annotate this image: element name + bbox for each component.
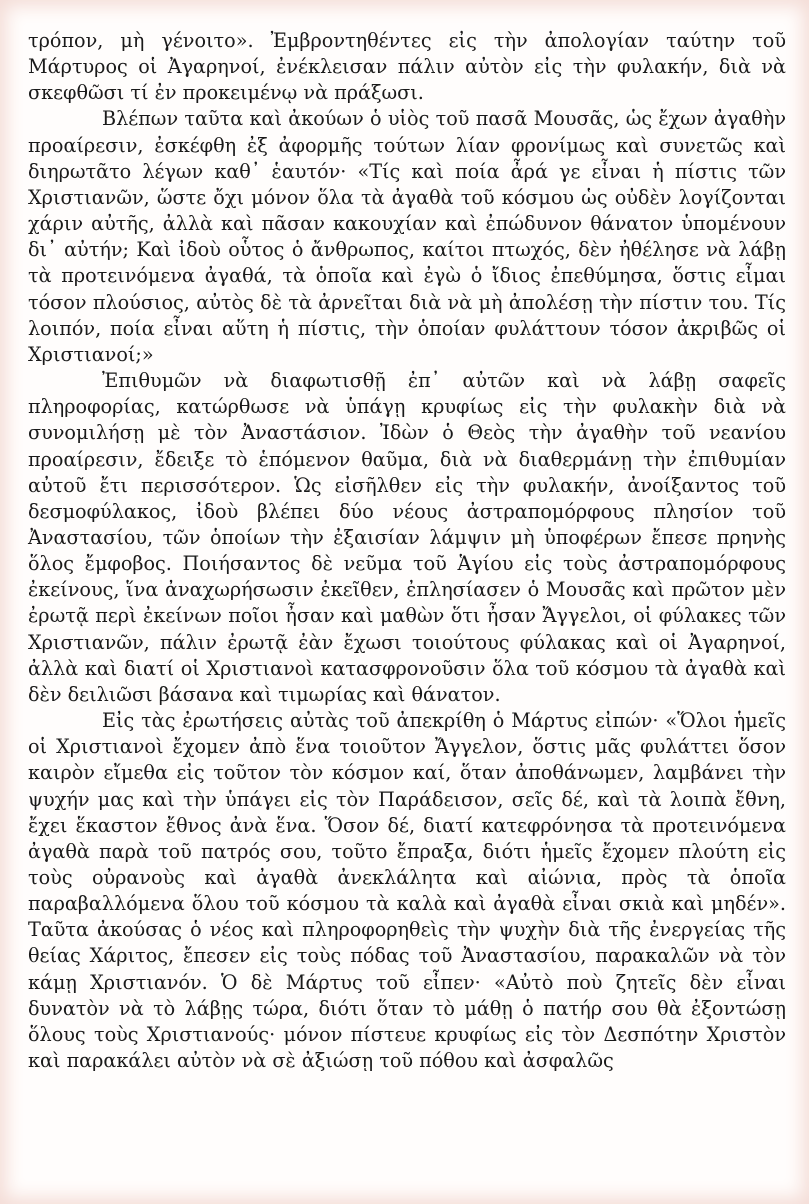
page-text-block	[28, 28, 786, 1074]
paragraph-martyr-answer: Εἰς τὰς ἐρωτήσεις αὐτὰς τοῦ ἀπεκρίθη ὁ Μάρτυς εἰπών· «Ὅλοι ἡμεῖς οἱ Χριστιανοὶ ἔχομεν ἀπὸ ἕνα τοιοῦτον Ἄγγελον, ὅστις μᾶς φυλάττει ὅσον καιρὸν εἴμεθα εἰς τοῦτον τὸν κόσμον καί, ὅταν ἀποθάνωμεν, λαμβάνει τὴν ψυχήν μας καὶ τὴν ὑπάγει εἰς τὸν Παράδεισον, σεῖς δέ, καὶ τὰ λοιπὰ ἔθνη, ἔχει ἕκαστον ἔθνος ἀνὰ ἕνα. Ὅσον δέ, διατί κατεφρόνησα τὰ προτεινόμενα ἀγαθὰ παρὰ τοῦ πατρός σου, τοῦτο ἔπραξα, διότι ἡμεῖς ἔχομεν πλούτη εἰς τοὺς οὐρανοὺς καὶ ἀγαθὰ ἀνεκλάλητα καὶ αἰώνια, πρὸς τὰ ὁποῖα παραβαλλόμενα ὅλου τοῦ κόσμου τὰ καλὰ καὶ ἀγαθὰ εἶναι σκιὰ καὶ μηδέν». Ταῦτα ἀκούσας ὁ νέος καὶ πληροφορηθεὶς τὴν ψυχὴν διὰ τῆς ἐνεργείας τῆς θείας Χάριτος, ἔπεσεν εἰς τοὺς πόδας τοῦ Ἀναστασίου, παρακαλῶν νὰ τὸν κάμῃ Χριστιανόν. Ὁ δὲ Μάρτυς τοῦ εἶπεν· «Αὐτὸ ποὺ ζητεῖς δὲν εἶναι δυνατὸν νὰ τὸ λάβῃς τώρα, διότι ὅταν τὸ μάθῃ ὁ πατήρ σου θὰ ἐξοντώσῃ ὅλους τοὺς Χριστιανούς· μόνον πίστευε κρυφίως εἰς τὸν Δεσπότην Χριστὸν καὶ παρακάλει αὐτὸν νὰ σὲ ἀξιώσῃ τοῦ πόθου καὶ ἀσφαλῶς	[28, 709, 786, 1073]
paragraph-mousas-reflection: Βλέπων ταῦτα καὶ ἀκούων ὁ υἱὸς τοῦ πασᾶ Μουσᾶς, ὡς ἔχων ἀγαθὴν προαίρεσιν, ἐσκέφθη ἐξ ἀφορμῆς τούτων λίαν φρονίμως καὶ συνετῶς καὶ διηρωτᾶτο λέγων καθ᾽ ἑαυτόν· «Τίς καὶ ποία ἆρά γε εἶναι ἡ πίστις τῶν Χριστιανῶν, ὥστε ὄχι μόνον ὅλα τὰ ἀγαθὰ τοῦ κόσμου ὡς οὐδὲν λογίζονται χάριν αὐτῆς, ἀλλὰ καὶ πᾶσαν κακουχίαν καὶ ἐπώδυνον θάνατον ὑπομένουν δι᾽ αὐτήν; Καὶ ἰδοὺ οὗτος ὁ ἄνθρωπος, καίτοι πτωχός, δὲν ἠθέλησε νὰ λάβῃ τὰ προτεινόμενα ἀγαθά, τὰ ὁποῖα καὶ ἐγὼ ὁ ἴδιος ἐπεθύμησα, ὅστις εἶμαι τόσον πλούσιος, αὐτὸς δὲ τὰ ἀρνεῖται διὰ νὰ μὴ ἀπολέσῃ τὴν πίστιν του. Τίς λοιπόν, ποία εἶναι αὕτη ἡ πίστις, τὴν ὁποίαν φυλάττουν τόσον ἀκριβῶς οἱ Χριστιανοί;»	[28, 107, 786, 366]
paragraph-continuation: τρόπον, μὴ γένοιτο». Ἐμβροντηθέντες εἰς τὴν ἀπολογίαν ταύτην τοῦ Μάρτυρος οἱ Ἀγαρηνοί, ἐνέκλεισαν πάλιν αὐτὸν εἰς τὴν φυλακήν, διὰ νὰ σκεφθῶσι τί ἐν προκειμένῳ νὰ πράξωσι.	[28, 29, 786, 105]
paragraph-prison-visit: Ἐπιθυμῶν νὰ διαφωτισθῇ ἐπ᾽ αὐτῶν καὶ νὰ λάβῃ σαφεῖς πληροφορίας, κατώρθωσε νὰ ὑπάγῃ κρυφίως εἰς τὴν φυλακὴν διὰ νὰ συνομιλήσῃ μὲ τὸν Ἀναστάσιον. Ἰδὼν ὁ Θεὸς τὴν ἀγαθὴν τοῦ νεανίου προαίρεσιν, ἔδειξε τὸ ἑπόμενον θαῦμα, διὰ νὰ διαθερμάνῃ τὴν ἐπιθυμίαν αὐτοῦ ἔτι περισσότερον. Ὡς εἰσῆλθεν εἰς τὴν φυλακήν, ἀνοίξαντος τοῦ δεσμοφύλακος, ἰδοὺ βλέπει δύο νέους ἀστραπομόρφους πλησίον τοῦ Ἀναστασίου, τῶν ὁποίων τὴν ἐξαισίαν λάμψιν μὴ ὑποφέρων ἔπεσε πρηνὴς ὅλος ἔμφοβος. Ποιήσαντος δὲ νεῦμα τοῦ Ἁγίου εἰς τοὺς ἀστραπομόρφους ἐκείνους, ἵνα ἀναχωρήσωσιν ἐκεῖθεν, ἐπλησίασεν ὁ Μουσᾶς καὶ πρῶτον μὲν ἐρωτᾷ περὶ ἐκείνων ποῖοι ἦσαν καὶ μαθὼν ὅτι ἦσαν Ἄγγελοι, οἱ φύλακες τῶν Χριστιανῶν, πάλιν ἐρωτᾷ ἐὰν ἔχωσι τοιούτους φύλακας καὶ οἱ Ἀγαρηνοί, ἀλλὰ καὶ διατί οἱ Χριστιανοὶ κατασφρονοῦσιν ὅλα τοῦ κόσμου τὰ ἀγαθὰ καὶ δὲν δειλιῶσι βάσανα καὶ τιμωρίας καὶ θάνατον.	[28, 369, 786, 706]
